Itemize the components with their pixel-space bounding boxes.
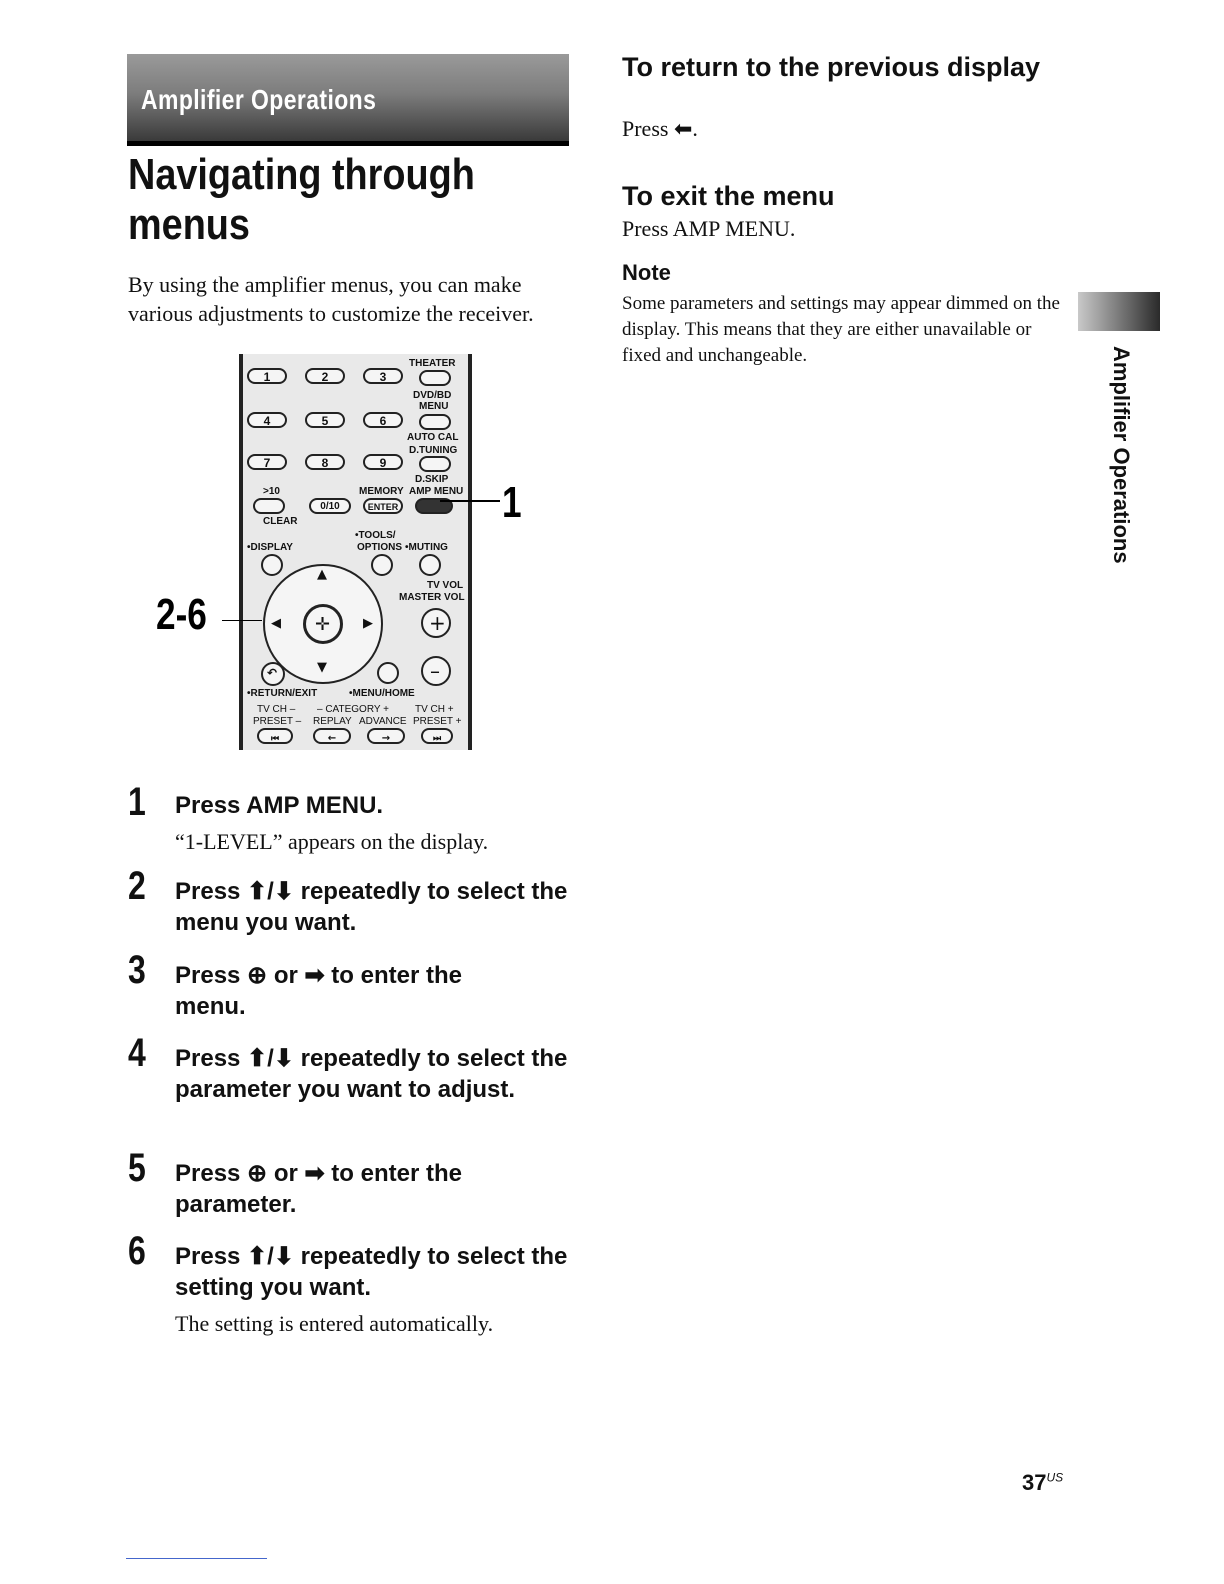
dvdbd-menu-button — [419, 414, 451, 430]
callout-line-amp-menu — [440, 500, 500, 502]
label-tvch-minus: TV CH – — [257, 704, 296, 715]
callout-navigation: 2-6 — [156, 590, 207, 639]
down-arrow-icon: ▼ — [317, 660, 327, 675]
section-banner — [127, 54, 569, 146]
note-text: Some parameters and settings may appear dimmed on the display. This means that they are either unavailable or fixed and unchangeable. — [622, 293, 1060, 366]
key-8: 8 — [305, 454, 345, 470]
muting-button — [419, 554, 441, 576]
step-instruction: Press ⬆/⬇ repeatedly to select the menu you want. — [175, 878, 568, 936]
label-autocal: AUTO CAL — [407, 432, 459, 443]
key-7: 7 — [247, 454, 287, 470]
theater-button — [419, 370, 451, 386]
key-4: 4 — [247, 412, 287, 428]
volume-plus-button — [421, 608, 451, 638]
step-number: 6 — [128, 1229, 146, 1273]
remote-control-illustration — [239, 354, 472, 750]
step-number: 1 — [128, 780, 146, 824]
label-mastervol: MASTER VOL — [399, 592, 465, 603]
page-number-value: 37 — [1022, 1470, 1047, 1495]
label-clear: CLEAR — [263, 516, 298, 527]
gt10-button — [253, 498, 285, 514]
exit-text: Press AMP MENU. — [622, 216, 796, 241]
label-dtuning: D.TUNING — [409, 445, 458, 456]
key-3: 3 — [363, 368, 403, 384]
options-button — [371, 554, 393, 576]
replay-arrow-icon: ← — [327, 733, 337, 744]
key-6: 6 — [363, 412, 403, 428]
preset-plus-button — [421, 728, 453, 744]
step-instruction: Press ⬆/⬇ repeatedly to select the parameter you want to adjust. — [175, 1045, 568, 1103]
left-arrow-icon: ◀ — [271, 616, 281, 631]
return-button — [261, 662, 285, 686]
key-0-10: 0/10 — [309, 498, 351, 514]
label-replay: REPLAY — [313, 716, 352, 727]
label-menu: MENU — [419, 401, 449, 412]
dtuning-button — [419, 456, 451, 472]
return-heading: To return to the previous display — [622, 52, 1041, 82]
enter-center-button — [303, 604, 343, 644]
step-number: 4 — [128, 1031, 146, 1075]
callout-amp-menu: 1 — [502, 478, 522, 527]
return-text: Press ⬅. — [622, 116, 698, 141]
section-side-tab — [1078, 292, 1160, 331]
step-number: 3 — [128, 948, 146, 992]
exit-heading: To exit the menu — [622, 181, 835, 211]
label-theater: THEATER — [409, 358, 456, 369]
section-banner-label: Amplifier Operations — [141, 84, 377, 115]
step-result: “1-LEVEL” appears on the display. — [175, 829, 489, 854]
step-result: The setting is entered automatically. — [175, 1311, 494, 1336]
key-1: 1 — [247, 368, 287, 384]
label-ampmenu: AMP MENU — [409, 486, 464, 497]
label-display: •DISPLAY — [247, 542, 293, 553]
step-number: 5 — [128, 1146, 146, 1190]
label-preset-minus: PRESET – — [253, 716, 302, 727]
label-memory: MEMORY — [359, 486, 404, 497]
skip-back-icon: ⏮ — [270, 734, 280, 744]
menu-home-button — [377, 662, 399, 684]
label-category: – CATEGORY + — [317, 704, 389, 715]
callout-line-navigation — [222, 620, 262, 621]
key-enter: ENTER — [363, 498, 403, 514]
label-tvch-plus: TV CH + — [415, 704, 454, 715]
intro-paragraph: By using the amplifier menus, you can make various adjustments to customize the receiver. — [128, 272, 534, 326]
display-button — [261, 554, 283, 576]
enter-cross-icon: ✛ — [315, 614, 331, 635]
preset-minus-button — [257, 728, 293, 744]
return-icon: ↶ — [267, 666, 278, 680]
step-instruction: Press ⬆/⬇ repeatedly to select the setting you want. — [175, 1243, 568, 1301]
key-9: 9 — [363, 454, 403, 470]
up-arrow-icon: ▲ — [317, 567, 327, 582]
footer-rule — [126, 1558, 267, 1559]
advance-button — [367, 728, 405, 744]
step-instruction: Press ⊕ or ➡ to enter the parameter. — [175, 1160, 462, 1218]
label-dvdbd: DVD/BD — [413, 390, 452, 401]
label-tools: •TOOLS/ — [355, 530, 396, 541]
step-instruction: Press ⊕ or ➡ to enter the menu. — [175, 962, 462, 1020]
skip-forward-icon: ⏭ — [432, 734, 442, 744]
step-instruction: Press AMP MENU. — [175, 792, 384, 819]
label-preset-plus: PRESET + — [413, 716, 462, 727]
note-heading: Note — [622, 260, 671, 285]
page-title: Navigating through menus — [128, 150, 475, 249]
label-muting: •MUTING — [405, 542, 448, 553]
page-number — [1022, 1470, 1063, 1496]
label-returnexit: •RETURN/EXIT — [247, 688, 318, 699]
key-2: 2 — [305, 368, 345, 384]
label-tvvol: TV VOL — [427, 580, 464, 591]
label-dskip: D.SKIP — [415, 474, 449, 485]
page-number-suffix: US — [1046, 1470, 1064, 1485]
advance-arrow-icon: → — [381, 733, 391, 744]
label-options: OPTIONS — [357, 542, 403, 553]
plus-icon: + — [429, 611, 446, 635]
label-gt10: >10 — [263, 486, 280, 497]
key-5: 5 — [305, 412, 345, 428]
right-arrow-icon: ▶ — [363, 616, 373, 631]
minus-icon: – — [430, 659, 440, 683]
volume-minus-button — [421, 656, 451, 686]
replay-button — [313, 728, 351, 744]
side-tab-label: Amplifier Operations — [1109, 346, 1134, 564]
step-number: 2 — [128, 864, 146, 908]
label-advance: ADVANCE — [359, 716, 407, 727]
label-menuhome: •MENU/HOME — [349, 688, 415, 699]
